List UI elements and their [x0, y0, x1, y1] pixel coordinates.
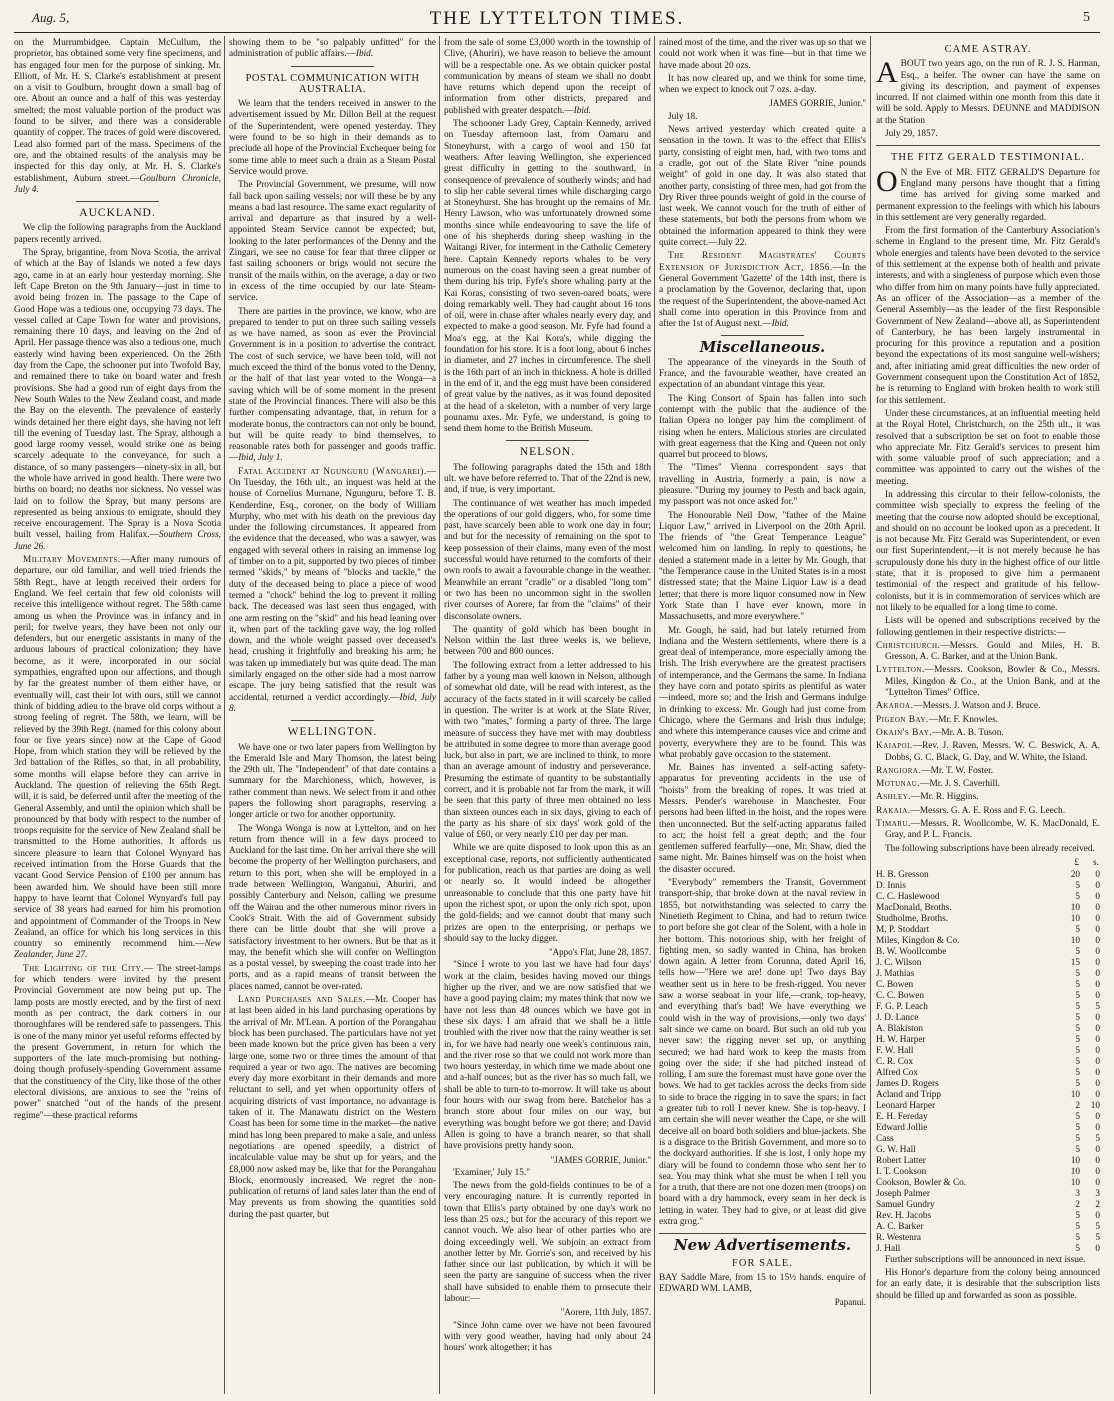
pounds-cell: 10 — [1070, 1155, 1080, 1166]
table-row — [876, 881, 1100, 892]
divider — [721, 335, 804, 336]
article-paragraph: We learn that the tenders received in answer to the advertisement issued by Mr. Dillon Bell at the request of the Superintendent, were opened yesterday. They were found to be so high in their demands as to preclude all hope of the Provincial Exchequer being for some time able to meet such a drain as a Steam Postal Service would prove. — [229, 99, 436, 177]
pounds-cell: 5 — [1075, 946, 1080, 957]
pounds-cell: 2 — [1075, 1100, 1080, 1111]
subscriber-name: C. R. Cox — [876, 1056, 914, 1067]
pounds-cell: 5 — [1075, 1045, 1080, 1056]
subscriber-name: MacDonald, Broths. — [876, 902, 952, 913]
pounds-cell: 15 — [1070, 957, 1080, 968]
column-4 — [659, 38, 866, 1394]
article-paragraph: The Honourable Neil Dow, "father of the Maine Liquor Law," arrived in Liverpool on the 20th April. The friends of "the Great Temperance League" welcomed him on landing. In reply to questions, he denied a statement made in a letter by Mr. Gough, that "the Temperance cause in the United States is in a most distressed state; that the Maine Liquor Law is a dead letter; that there is more liquor consumed now in New York State than I have ever known, more in Massachusetts, and more everywhere." — [659, 510, 866, 623]
drop-cap: A — [876, 56, 898, 90]
list-item: Pigeon Bay.—Mr. F. Knowles. — [876, 714, 999, 725]
shillings-cell: 0 — [1095, 990, 1100, 1001]
pounds-cell: 5 — [1075, 1023, 1080, 1034]
pounds-cell: 5 — [1075, 1012, 1080, 1023]
divider — [876, 145, 1100, 146]
subscriber-name: I. T. Cookson — [876, 1166, 927, 1177]
shillings-cell: 0 — [1095, 891, 1100, 902]
article-paragraph: "Since I wrote to you last we have had four days' work at the claim, besides having moved our things higher up the river, and we are now satisfied that we have a good paying claim; my mates think that now we have not less than 48 ounces which we have got in these six days. I am afraid that we shall be a little troubled with the river now that the rainy weather is set in, for we have had nearly one week's continuous rain, and the river rose so that we could not work more than two hours yesterday, in which time we made about one and a-half ounces; but as the river has so much fall, we shall be able to turn-to to-morrow. It will take us about four hours with our swag from here. Batchelor has a branch store about four miles on our way, but everything was bought before we got there; and David Allen is going to have a branch nearer, so that shall have provisions pretty handy soon. — [444, 960, 651, 1152]
list-item: Rangiora.—Mr. T. W. Foster. — [876, 765, 994, 776]
shillings-cell: 0 — [1095, 957, 1100, 968]
newspaper-title: THE LYTTELTON TIMES. — [429, 8, 685, 29]
shillings-cell: 0 — [1095, 1067, 1100, 1078]
pounds-cell: 5 — [1075, 1001, 1080, 1012]
table-row — [876, 1200, 1100, 1211]
subscriber-name: Studholme, Broths. — [876, 913, 949, 924]
table-row — [876, 936, 1100, 947]
subscriber-name: F. W. Hall — [876, 1045, 914, 1056]
list-item: Lyttelton.—Messrs. Cookson, Bowler & Co., Messrs. Miles, Kingdon & Co., at the Union Bank, and at the "Lyttelton Times" Office. — [876, 665, 1100, 699]
column-3 — [444, 38, 651, 1394]
section-heading-new-advertisements: New Advertisements. — [673, 1236, 852, 1255]
subscriber-name: Alfred Cox — [876, 1067, 919, 1078]
subscriber-name: M. P. Stoddart — [876, 924, 930, 935]
article-paragraph: from the sale of some £3,000 worth in the township of Clive, (Ahuriri), we have reason to believe the amount will be a respectable one. As we obtain quicker postal communication by means of steam we shall no doubt have returns which depend upon the receipt of information from other districts, prepared and published with greater despatch.—Ibid. — [444, 38, 651, 116]
article-paragraph: Fatal Accident at Ngunguru (Wangarei).—On Tuesday, the 16th ult., an inquest was held at the house of Cornelius Murnane, Ngunguru, before T. B. Kenderdine, Esq., coroner, on the body of William Murphy, who met with his death on the previous day under the following circumstances. It appeared from the evidence that the deceased, who was a sawyer, was engaged with several others in raising an immense log of timber on to a pit, supported by two pieces of timber termed "skids," by means of "blocks and tackle," the duty of the deceased being to place a piece of wood termed a "chock" behind the log to prevent it rolling back. The deceased was last seen thus engaged, with one arm resting on the "skid" and his head leaning over it, when part of the tackling gave way, the log rolled down, and the whole weight passed over deceased's head, crushing it frightfully and breaking his arm; he was taken up immediately but was quite dead. The man similarly engaged on the other side had a most narrow escape. The jury being satisfied that the result was accidental, returned a verdict accordingly.—Ibid, July 8. — [229, 466, 436, 714]
pounds-cell: 5 — [1075, 968, 1080, 979]
letter-date: July 18. — [668, 111, 698, 122]
pounds-cell: 5 — [1075, 1034, 1080, 1045]
article-paragraph: "Since John came over we have not been favoured with very good weather, having had only about 24 hours' work altogether; it has — [444, 1320, 651, 1354]
subscriber-name: H. B. Gresson — [876, 869, 929, 880]
advert-heading-testimonial: THE FITZ GERALD TESTIMONIAL. — [890, 152, 1086, 164]
column-1 — [14, 38, 221, 1394]
shillings-cell: 10 — [1090, 1100, 1100, 1111]
masthead — [14, 8, 1100, 30]
list-item: Okain's Bay.—Mr. A. B. Tuson. — [876, 727, 1004, 738]
article-paragraph: The schooner Lady Grey, Captain Kennedy, arrived on Tuesday afternoon last, from Oamaru and Stoneyhurst, with a cargo of wool and 150 fat weathers. After leaving Wellington, she experienced great difficulty in getting to the southward, in consequence of prevalence of southerly winds; and had to slip her cable several times while discharging cargo at Stoneyhurst. She has brought up the remains of Mr. Henry Lawson, who was unfortunately drowned some months since while endeavouring to save the life of one of his shepherds during sheep washing in the Waitangi River, for interment in the Catholic Cemetery here. Captain Kennedy reports whales to be very numerous on the coast having seen a great number of them during his trip. Fyfe's shore whaling party at the Kai Koras, consisting of two seven-oared boats, were doing remarkably well. They had caught about 16 tons of oil, were in chase after whales nearly every day, and expected to make a good season. Mr. Fyfe had found a Moa's egg, at the Kai Kora's, while digging the foundation for his store. It is a foot long, about 6 inches in diameter, and 27 inches in circumference. The shell is the 16th part of an inch in thickness. A hole is drilled in the end of it, and the egg must have been considered of great value by the natives, as it was found deposited at the head of a skeleton, with a number of very large pounamu axes. Mr. Fyfe, we understand, is going to send them home to the British Museum. — [444, 119, 651, 435]
pounds-cell: 5 — [1075, 1144, 1080, 1155]
shillings-cell: 0 — [1095, 902, 1100, 913]
shillings-cell: 0 — [1095, 1210, 1100, 1221]
table-row — [876, 980, 1100, 991]
shillings-cell: 0 — [1095, 1243, 1100, 1254]
subscriber-name: James D. Rogers — [876, 1078, 939, 1089]
page-number: 5 — [1083, 10, 1090, 25]
pounds-cell: 2 — [1075, 1199, 1080, 1210]
subscriber-name: Acland and Tripp — [876, 1089, 942, 1100]
article-paragraph: The Wonga Wonga is now at Lyttelton, and on her return from thence will in a few days proceed to Auckland for the last time. On her arrival there she will become the property of her Wellington purchasers, and return to this port, when she will be employed in a trade between Wellington, Wanganui, Ahuriri, and possibly Canterbury and Nelson, calling we presume off the Wairau and the other numerous minor rivers in Cook's Strait. With the aid of Government subsidy there can be little doubt that she will prove a satisfactory investment to her owners. But be that as it may, the benefit which she will confer on Wellington as a postal vessel, by sweeping the coast trade into her ports, and as a rapid means of transit between the places named, cannot be over-rated. — [229, 823, 436, 992]
table-row — [876, 991, 1100, 1002]
shillings-cell: 0 — [1095, 1155, 1100, 1166]
shillings-cell: 0 — [1095, 968, 1100, 979]
article-paragraph: It has now cleared up, and we think for some time, when we expect to knock out 7 ozs. a-day. — [659, 73, 866, 96]
shillings-cell: 0 — [1095, 1045, 1100, 1056]
advert-text: From the first formation of the Canterbury Association's scheme in England to the present time, Mr. Fitz Gerald's whole energies and talents have been devoted to the service of this settlement at the expense both of health and private interests, and with a singleness of purpose which even those who differ from him on many points have fully appreciated. As an officer of the Association—as a member of the General Assembly—as the leader of the first Responsible Government of New Zealand—above all, as Superintendent of Canterbury, he has been largely instrumental in procuring for this province a reputation and a position beyond the expectations of its most sanguine well-wishers; and, after initiating amid great difficulties the new order of Government consequent upon the Constitution Act of 1852, he is returning to England with broken health to work still for this settlement. — [876, 226, 1100, 406]
advert-text: BAY Saddle Mare, from 15 to 15½ hands. enquire of EDWARD WM. LAMB, — [659, 1272, 866, 1295]
shillings-cell: 0 — [1095, 1166, 1100, 1177]
list-item: Akaroa.—Messrs. J. Watson and J. Bruce. — [876, 701, 1041, 712]
shillings-cell: 0 — [1095, 979, 1100, 990]
table-row — [876, 1123, 1100, 1134]
advert-text: In addressing this circular to their fellow-colonists, the committee wish specially to express the feeling of the meeting that the course now adopted should be exceptional, and should on no account be looked upon as a precedent. It is not because Mr. Fitz Gerald was Superintendent, or even our first Superintendent,—it is not merely because he has scrupulously done his duty in the highest office of our little state, that it is proposed to give him a permanent testimonial of the respect and gratitude of his fellow-colonists, but it is in commemoration of services which are not likely to be equalled for a long time to come. — [876, 489, 1100, 613]
table-row — [876, 1079, 1100, 1090]
article-paragraph: The following paragraphs dated the 15th and 18th ult. we have before referred to. That of the 22nd is new, and, if true, is very important. — [444, 462, 651, 496]
article-paragraph: Military Movements.—After many rumours of departure, our old familiar, and well tried friends the 58th Regt., have at length received their orders for England. We feel certain that few old colonists will receive this intelligence without regret. The 58th came among us when the Province was in infancy and in peril; for twelve years, they have been not only our defenders, but our energetic assistants in many of the arduous labours of practical colonization; they have become, as it were, incorporated in our social sympathies, engrafted upon our affections, and though by far the greatest number of them either have, or eventually will, cast their lot with ours, still we cannot think of bidding adieu to the brave old corps without a strong feeling of regret. The 58th, we learn, will be relieved by the 39th Regt. (named for this colony about four or five years since) now at the Cape of Good Hope, from which station they will be relieved by the 3rd battalion of the Rifles, so that, in all probability, some months will elapse before they can arrive in Auckland. The question of relieving the 65th Regt. will, it is said, be deferred until after the meeting of the General Assembly, and until the opinion which shall be pronounced by that body with respect to the number of troops requisite for the service of New Zealand shall be transmitted to the Home authorities. It affords us sincere pleasure to learn that Colonel Wynyard has received intimation from the Horse Guards that the vacant Good Service Pension of £100 per annum has been awarded him. We should have been still more happy to have learnt that Colonel Wynyard's full pay service of 38 years had earned for him his promotion and appointment of Commander of the Troops in New Zealand, an office for which his long services in this country so eminently recommend him.—New Zealander, June 27. — [14, 555, 221, 961]
list-item: Christchurch.—Messrs. Gould and Miles, H. B. Gresson, A. C. Barker, and at the Union Bank. — [876, 640, 1100, 663]
subscriber-name: Leonard Harper — [876, 1100, 936, 1111]
list-item: Kaiapoi.—Rev. J. Raven, Messrs. W. C. Beswick, A. A. Dobbs, G. C. Black, G. Day, and W. White, the Island. — [876, 741, 1100, 763]
table-row — [876, 1090, 1100, 1101]
table-row — [876, 947, 1100, 958]
advert-location: Papanui. — [834, 1297, 866, 1308]
subscriber-name: R. Westenra — [876, 1232, 922, 1243]
pounds-cell: 10 — [1070, 913, 1080, 924]
column-rule — [224, 36, 225, 1394]
pounds-cell: 10 — [1070, 1177, 1080, 1188]
article-paragraph: Land Purchases and Sales.—Mr. Cooper has at last been aided in his land purchasing operations by the arrival of Mr. M'Lean. A portion of the Porangahau block has been purchased. The particulars have not yet been made known but the price given has been a very large one, some two or three times the amount of that required a year or two ago. The natives are becoming every day more exorbitant in their demands and more reluctant to sell, and yet when opportunity offers of acquiring districts of vast importance, no advantage is taken of it. The Manawatu district on the Western Coast has been for some time in the market—the native mind has long been prepared to make a sale, and unless negotiations are opened speedily, a district of incalculable value may be shut up for years, and the £8,000 now asked may be, like that for the Porangahau Block, enormously increased. We regret the non-publication of returns of land sales later than the end of May prevents us from showing the quantities sold during the past quarter, but — [229, 995, 436, 1220]
column-rule — [439, 36, 440, 1394]
divider — [291, 66, 374, 67]
list-item: Timaru.—Messrs. R. Woollcombe, W. K. MacDonald, E. Gray, and P. L. Francis. — [876, 819, 1100, 841]
article-paragraph: showing them to be "so palpably unfitted" for the administration of public affairs.—Ibid. — [229, 38, 436, 60]
article-paragraph: The "Times" Vienna correspondent says that travelling in Austria, formerly a pain, is now a pleasure. "During my journey to Pesth and back again, my passport was not once asked for." — [659, 463, 866, 508]
shillings-cell: 0 — [1095, 1122, 1100, 1133]
shillings-cell: 0 — [1095, 1089, 1100, 1100]
article-paragraph: The Resident Magistrates' Courts Extension of Jurisdiction Act, 1856.—In the General Government 'Gazette' of the 14th inst, there is a proclamation by the Governor, declaring that, upon the request of the Superintendent, the above-named Act shall come into operation in this Province from and after the 1st of August next.—Ibid. — [659, 251, 866, 330]
shillings-cell: 5 — [1095, 1001, 1100, 1012]
pounds-cell: 5 — [1075, 1111, 1080, 1122]
subscriber-name: C. C. Haslewood — [876, 891, 940, 902]
article-paragraph: Mr. Baines has invented a self-acting safety-apparatus for preventing accidents in the use of "hoists" from the breaking of ropes. It was tried at Messrs. Pender's warehouse in Manchester. Four persons had been lifted in the hoist, and the ropes were then unconnected. But the self-acting apparatus failed to act; the hoist fell a great depth; and the four gentlemen suffered fearfully—one, Mr. Shaw, died the same night. Mr. Baines himself was on the hoist when the disaster occured. — [659, 763, 866, 875]
table-row — [876, 903, 1100, 914]
shillings-cell: 3 — [1095, 1188, 1100, 1199]
pounds-cell: 5 — [1075, 924, 1080, 935]
subscriber-name: J. C. Wilson — [876, 957, 922, 968]
article-paragraph: The Lighting of the City.— The street-lamps for which tenders were invited by the present Provincial Government are now being put up. The lamp posts are mostly erected, and by the first of next month as per contract, the dark corners in our thoroughfares will be rendered safe to passengers. This is one of the many minor yet useful reforms effected by the present Government, in return for which the supporters of the late much-promising but nothing-doing though profusely-spending Government assume that the constituency of the City, like those of the other electoral divisions, are anxious to see the "reins of power" snatched "out of the hands of the present regime"—these practical reforms — [14, 963, 221, 1121]
shillings-cell: 5 — [1095, 1232, 1100, 1243]
shillings-cell: 0 — [1095, 924, 1100, 935]
column-rule — [654, 36, 655, 1394]
table-row — [876, 1035, 1100, 1046]
subscriber-name: Rev. H. Jacobs — [876, 1210, 932, 1221]
list-item: Motunau.—Mr. J. S. Caverhill. — [876, 779, 1000, 790]
subscriber-name: A. Blakiston — [876, 1023, 924, 1034]
subscriber-name: D. Innis — [876, 880, 906, 891]
subscription-lists — [876, 641, 1100, 842]
advert-text: O N the Eve of MR. FITZ GERALD'S Departure for England many persons have thought that a fitting time has arrived for giving some marked and permanent expression to the feelings with which his labours in this settlement are very generally regarded. — [876, 164, 1100, 223]
letter-dateline: "Aorere, 11th July, 1857. — [560, 1307, 651, 1318]
pounds-cell: 5 — [1075, 1078, 1080, 1089]
shillings-cell: 0 — [1095, 913, 1100, 924]
article-paragraph: "Everybody" remembers the Transit, Government transport-ship, that broke down at the naval review in 1855, but notwithstanding was selected to carry the Ninetieth Regiment to China, and had to return twice to port before she got clear of the Solent, with a hole in her bottom. This notorious ship, with her freight of fighting men, so sadly wanted in China, has broken down again. A letter from Corunna, dated April 16, tells how—"Here we are! done up! Two days Bay weather sent us in here to be fresh-rigged. You never saw a worse seaboat in your life,—crank, top-heavy, and everything that's bad! We have everything we could wish in the way of provisions,—only two days' salt since we came on board. But such an old tub you never saw: the rigging never set up, or anything secured; we had hard work to keep the masts from going over the side; if she had pitched instead of rolling, I am sure the foremast must have gone over the bows. We had to get tackles across the decks from side to side to brace the rigging in to save the spars; in fact a greater tub to roll I never knew. She is top-heavy. I am certain she will never weather the Cape, or she will deceive all on board both soldiers and blue-jackets. She is a disgrace to the British Government, and more so to the dockyard authorities. If she is lost, I only hope my diary will be found to condemn those who sent her to sea. You may think what she must be when I tell you for a truth, that there are not one dozen men (troops) on board with a dry hammock, every seam in her deck is letting in water. They had to give, or at least did give extra grog." — [659, 878, 866, 1227]
pounds-header: £ — [1074, 857, 1079, 868]
subscriber-name: E. H. Fereday — [876, 1111, 928, 1122]
pounds-cell: 5 — [1075, 880, 1080, 891]
article-paragraph: There are parties in the province, we know, who are prepared to tender to put on three such sailing vessels as we have named, as soon as ever the Provincial Government is in a position to advertise the contract. The cost of such service, we have been told, will not much exceed the third of the bonus voted to the Denny, or the half of that last year voted to the Wonga—a saving which will be of some moment in the present state of the Provincial finances. There will also be this further compensating advantage, that, in return for a moderate bonus, the contractors can not only be bound, but will be quite ready to bind themselves, to reasonable rates both for passenger and goods traffic.—Ibid, July 1. — [229, 306, 436, 464]
table-row — [876, 1046, 1100, 1057]
table-row — [876, 1013, 1100, 1024]
subscriber-name: Edward Jollie — [876, 1122, 928, 1133]
subscriber-name: A. C. Barker — [876, 1221, 924, 1232]
table-row — [876, 914, 1100, 925]
letter-dateline: "Appo's Flat, June 28, 1857. — [548, 947, 651, 958]
table-row — [876, 1002, 1100, 1013]
table-row — [876, 1145, 1100, 1156]
subscriptions-header — [876, 857, 1100, 870]
article-paragraph: The following extract from a letter addressed to his father by a young man well known in Nelson, although of somewhat old date, will be read with interest, as the accuracy of the facts stated in it will scarcely be called in question. The writer is at work at the Slate River, with two "mates," forming a party of three. The large measure of success they have met with may doubtless be attributed in some degree to more than average good luck, but also in part, we are inclined to think, to more than an average amount of industry and perseverance. Presuming the estimate of quantity to be substantially correct, and it is probable not far from the mark, it will be seen that this party of three men obtained no less than sixteen ounces each in six days, giving to each of the party as his share of six days' work gold of the value of £60, or very nearly £10 per day per man. — [444, 660, 651, 841]
table-row — [876, 1112, 1100, 1123]
shillings-cell: 0 — [1095, 869, 1100, 880]
shillings-cell: 0 — [1095, 1056, 1100, 1067]
article-paragraph: The Provincial Government, we presume, will now fall back upon sailing vessels; nor will these be by any means a bad last resource. The same exact regularity of arrival and departure as that insured by a well-appointed Steam Service cannot be expected; but, looking to the later performances of the Denny and the Zingari, we see no cause for fear that three clipper or fast sailing schooners or brigs would not secure the transit of the mails within, on the average, a day or two in excess of the time occupied by our late Steam-service. — [229, 180, 436, 304]
pounds-cell: 10 — [1070, 1089, 1080, 1100]
subscriber-name: Cass — [876, 1133, 894, 1144]
subscriber-name: C. C. Bowen — [876, 990, 925, 1001]
pounds-cell: 5 — [1075, 1056, 1080, 1067]
shillings-cell: 2 — [1095, 1199, 1100, 1210]
subscriber-name: B. W. Woollcombe — [876, 946, 947, 957]
table-row — [876, 870, 1100, 881]
pounds-cell: 5 — [1075, 1133, 1080, 1144]
subscriptions-table — [876, 857, 1100, 1255]
subscriber-name: J. D. Lance — [876, 1012, 919, 1023]
letter-signature: JAMES GORRIE, Junior." — [769, 98, 866, 109]
masthead-rule — [14, 32, 1100, 33]
pounds-cell: 10 — [1070, 935, 1080, 946]
table-row — [876, 1244, 1100, 1255]
column-5 — [876, 38, 1100, 1394]
subscriber-name: Samuel Gundry — [876, 1199, 935, 1210]
section-heading-miscellaneous: Miscellaneous. — [699, 338, 826, 357]
pounds-cell: 10 — [1070, 902, 1080, 913]
shillings-header: s. — [1093, 857, 1099, 868]
article-paragraph: We clip the following paragraphs from the Auckland papers recently arrived. — [14, 223, 221, 245]
table-row — [876, 1233, 1100, 1244]
subscriber-name: Joseph Palmer — [876, 1188, 930, 1199]
table-row — [876, 1189, 1100, 1200]
divider — [506, 440, 589, 441]
article-paragraph: We have one or two later papers from Wellington by the Emerald Isle and Mary Thomson, the latest being the 29th ult. The "Independent" of that date contains a summary for the Marchioness, which, however, is rather comment than news. We select from it and other papers the following short paragraphs, reserving a longer article or two for another opportunity. — [229, 742, 436, 821]
table-row — [876, 1024, 1100, 1035]
shillings-cell: 0 — [1095, 880, 1100, 891]
pounds-cell: 20 — [1070, 869, 1080, 880]
article-paragraph: The Spray, brigantine, from Nova Scotia, the arrival of which at the Bay of Islands we noted a few days ago, came in at an early hour yesterday morning. She left Cape Breton on the 9th January—just in time to avoid being frozen in. The passage to the Cape of Good Hope was a tedious one, occupying 73 days. The vessel called at Cape Town for water and provisions, remaining there 10 days, and leaving on the 2nd of April. Her passage thence was also a tedious one, much easterly wind having been experienced. On the 26th day from the Cape, the schooner put into Twofold Bay, and remained there to take on board water and fresh provisions. She had a good run of eight days from the New South Wales to the New Zealand coast, and made the Bay on the eleventh. The prevalence of easterly winds detained her there eight days, she having not left till the evening of Tuesday last. The Spray, although a good large roomy vessel, would strike one as being scarcely adequate to the conveyance, for such a distance, of so many passengers—ninety-six in all, but the whole have arrived in good health. There were two births on board; no deaths nor sickness. No vessel was laid on to follow the Spray, but many persons are represented as being anxious to emigrate, should they receive encouragement. The Spray is a Nova Scotia built vessel, hailing from Halifax.—Southern Cross, June 26. — [14, 248, 221, 552]
shillings-cell: 0 — [1095, 1078, 1100, 1089]
table-row — [876, 1211, 1100, 1222]
article-paragraph: News arrived yesterday which created quite a sensation in the town. It was to the effect that Ellis's party, consisting of eight men, had, with two toms and a cradle, got out of the Slate River "nine pounds weight" of gold in one day. It was also stated that another party, consisting of three men, had got from the Dry River three pounds weight of gold in the course of last week. We cannot vouch for the truth of either of these statements, but both the persons from whom we obtained the information appeared to think they were quite correct.—July 22. — [659, 125, 866, 249]
pounds-cell: 5 — [1075, 1243, 1080, 1254]
advert-heading-for-sale: FOR SALE. — [732, 1257, 793, 1269]
divider — [291, 720, 374, 721]
subscriber-name: G. W. Hall — [876, 1144, 916, 1155]
subscriber-name: J. Mathias — [876, 968, 915, 979]
pounds-cell: 5 — [1075, 1067, 1080, 1078]
table-row — [876, 969, 1100, 980]
list-item: Rakaia.—Messrs. G. A. E. Ross and F. G. Leech. — [876, 805, 1066, 816]
pounds-cell: 5 — [1075, 1221, 1080, 1232]
pounds-cell: 10 — [1070, 1166, 1080, 1177]
pounds-cell: 5 — [1075, 1232, 1080, 1243]
table-row — [876, 1178, 1100, 1189]
pounds-cell: 5 — [1075, 979, 1080, 990]
divider — [76, 201, 159, 202]
subscriber-name: J. Hall — [876, 1243, 901, 1254]
table-row — [876, 892, 1100, 903]
pounds-cell: 5 — [1075, 990, 1080, 1001]
section-heading-nelson: NELSON. — [519, 446, 576, 459]
pounds-cell: 5 — [1075, 1210, 1080, 1221]
article-paragraph: The continuance of wet weather has much impeded the operations of our gold diggers, who, for some time past, have scarcely been able to work one day in four; and but for the necessity of remaining on the spot to keep possession of their claims, many even of the most successful would have returned to the comforts of their own roofs to await a favourable change in the weather. Meanwhile an errant "cradle" or a disabled "long tom" or two has been no uncommon sight in the swollen river courses of Aorere, far from the "claims" of their disconsolate owners. — [444, 498, 651, 622]
advert-text: His Honor's departure from the colony being announced for an early date, it is desirable that the subscription lists should be filled up and forwarded as soon as possible. — [876, 1268, 1100, 1301]
shillings-cell: 0 — [1095, 1012, 1100, 1023]
letter-signature: "JAMES GORRIE, Junior." — [550, 1154, 651, 1165]
subscriber-name: Cookson, Bowler & Co. — [876, 1177, 967, 1188]
article-paragraph: on the Murrumbidgee. Captain McCullum, the proprietor, has obtained some very fine specimens, and has engaged four men for the purpose of sinking. Mr. Elliott, of Mr. H. S. Clarke's establishment at present on a visit to Goulburn, brought down a small bag of ore. About an ounce and a half of this was yesterday smelted; the most valuable portion of the product was found to be silver, and there was a considerable quantity of copper. The traces of gold were discovered. Lead also formed part of the mass. Specimens of the ore, and the obtained results of the analysis may be inspected for this day only, at Mr. H. S. Clarke's establishment, Auburn street.—Goulburn Chronicle, July 4. — [14, 38, 221, 195]
advert-text: Further subscriptions will be announced in next issue. — [885, 1254, 1086, 1265]
advert-text: ABOUT two years ago, on the run of R. J. S. Harman, Esq., a heifer. The owner can have the same on giving its description, and payment of expenses incurred. If not claimed within one month from this date it will be sold. Apply to Messrs. DEUNNE and MADDISON at the Station — [876, 56, 1100, 126]
article-paragraph: The King Consort of Spain has fallen into such contempt with the public that the audience of the Italian Opera no longer pay him the compliment of rising when he enters. Malicious stories are circulated with great eagerness that the King and Queen not only quarrel but proceed to blows. — [659, 393, 866, 461]
table-row — [876, 1068, 1100, 1079]
article-paragraph: The quantity of gold which has been bought in Nelson within the last three weeks is, we believe, between 700 and 800 ounces. — [444, 624, 651, 658]
table-row — [876, 1222, 1100, 1233]
shillings-cell: 0 — [1095, 935, 1100, 946]
shillings-cell: 0 — [1095, 946, 1100, 957]
shillings-cell: 0 — [1095, 1111, 1100, 1122]
article-paragraph: Mr. Gough, he said, had but lately returned from Indiana and the Western settlements, where there is a great deal of intemperance, more especially among the Irish. The Irish everywhere are the greatest practisers of intemperance, and the Germans the same. In Indiana they have corn and potato spirits as plentiful as water—indeed, more so; and the Irish and Germans indulge in drinking to excess. Mr. Gough had just come from Chicago, where the Germans and Irish thus indulge; and where this intemperance causes vice and crime and poverty, everywhere they are to be found. This was what probably gave occasion to the statement. — [659, 625, 866, 760]
subscriber-name: C. Bowen — [876, 979, 914, 990]
advert-text: The following subscriptions have been already received. — [885, 843, 1095, 854]
subscriber-name: Robert Latter — [876, 1155, 926, 1166]
subscriber-name: H. W. Harper — [876, 1034, 926, 1045]
shillings-cell: 0 — [1095, 1144, 1100, 1155]
table-row — [876, 958, 1100, 969]
pounds-cell: 3 — [1075, 1188, 1080, 1199]
section-heading-postal: POSTAL COMMUNICATION WITH AUSTRALIA. — [245, 72, 420, 95]
article-paragraph: While we are quite disposed to look upon this as an exceptional case, reports, not sufficiently authenticated for publication, reach us that parties are doing as well or nearly so. It would indeed be altogether unreasonable to conclude that this one party have hit upon the richest spot, or upon the only rich spot, upon the gold-fields; and we cannot doubt that many such prizes are open to the enterprising, or perhaps we should say to the lucky digger. — [444, 843, 651, 944]
table-row — [876, 1057, 1100, 1068]
article-source: 'Examiner,' July 15." — [453, 1167, 531, 1178]
shillings-cell: 0 — [1095, 1023, 1100, 1034]
shillings-cell: 5 — [1095, 1221, 1100, 1232]
section-heading-auckland: AUCKLAND. — [79, 207, 156, 220]
advert-date: July 29, 1857. — [885, 129, 938, 140]
subscriber-name: Miles, Kingdon & Co. — [876, 935, 960, 946]
drop-cap: O — [876, 164, 898, 198]
table-row — [876, 925, 1100, 936]
advert-heading-came-astray: CAME ASTRAY. — [944, 44, 1032, 55]
pounds-cell: 5 — [1075, 891, 1080, 902]
article-paragraph: The news from the gold-fields continues to be of a very encouraging nature. It is currently reported in town that Ellis's party obtained by one day's work no less than 25 ozs.; but for the accuracy of this report we cannot vouch. We also hear of other parties who are doing exceedingly well. We subjoin an extract from another letter by Mr. Gorrie's son, and received by his father since our last publication, by which it will be seen the party are sanguine of success when the river shall have subsided to enable them to prosecute their labour:— — [444, 1181, 651, 1305]
shillings-cell: 5 — [1095, 1133, 1100, 1144]
section-heading-wellington: WELLINGTON. — [287, 726, 378, 739]
issue-date: Aug. 5, — [32, 10, 70, 25]
shillings-cell: 0 — [1095, 1034, 1100, 1045]
shillings-cell: 0 — [1095, 1177, 1100, 1188]
table-row — [876, 1167, 1100, 1178]
table-row — [876, 1134, 1100, 1145]
advert-text: Lists will be opened and subscriptions received by the following gentlemen in their respective districts:— — [876, 616, 1100, 638]
column-2 — [229, 38, 436, 1394]
article-paragraph: The appearance of the vineyards in the South of France, and the favourable weather, have created an expectation of an abundant vintage this year. — [659, 357, 866, 391]
pounds-cell: 5 — [1075, 1122, 1080, 1133]
article-paragraph: rained most of the time, and the river was up so that we could not work when it was fine—but in that time we have made about 20 ozs. — [659, 38, 866, 71]
subscriber-name: F. G. P. Leach — [876, 1001, 928, 1012]
table-row — [876, 1156, 1100, 1167]
table-row — [876, 1101, 1100, 1112]
advert-text: Under these circumstances, at an influential meeting held at the Royal Hotel, Christchurch, on the 25th ult., it was resolved that a subscription be set on foot to enable those who appreciate Mr. Fitz Gerald's services to present him with some valuable proof of such appreciation; and a committee was appointed to carry out the wishes of the meeting. — [876, 408, 1100, 487]
divider — [659, 1233, 866, 1234]
column-rule — [870, 36, 871, 1394]
list-item: Ashley.—Mr. R. Higgins. — [876, 792, 979, 803]
